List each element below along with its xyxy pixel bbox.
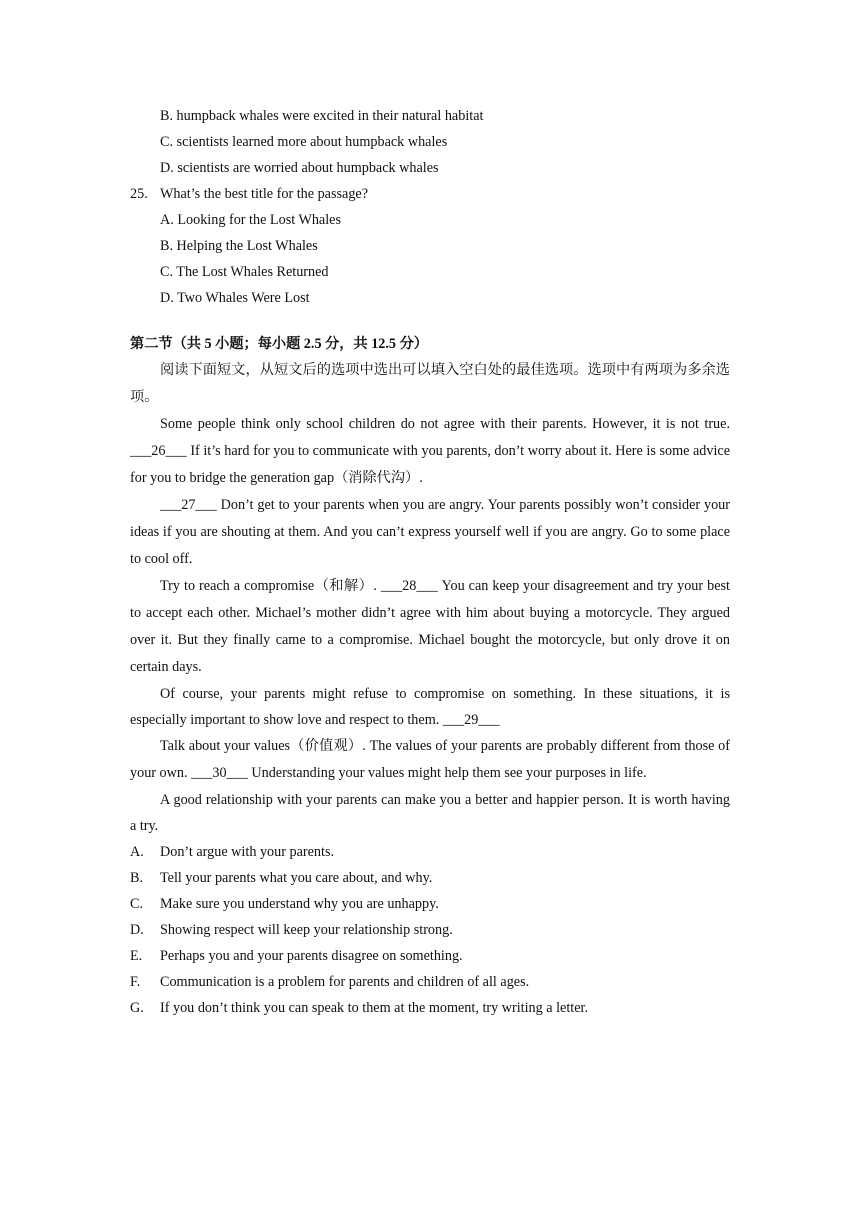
q25-option-b: B. Helping the Lost Whales xyxy=(160,238,318,254)
passage-paragraph-6: A good relationship with your parents can make you a better and happier person. It is worth having a try. xyxy=(130,792,730,834)
question-24-options xyxy=(130,103,730,181)
choice-letter: C. xyxy=(130,896,144,912)
choice-d xyxy=(130,917,730,943)
choice-text: Showing respect will keep your relationship strong. xyxy=(160,922,453,938)
section-instruction: 阅读下面短文，从短文后的选项中选出可以填入空白处的最佳选项。选项中有两项为多余选项。 xyxy=(130,362,730,405)
choice-letter: G. xyxy=(130,1000,144,1016)
choice-a xyxy=(130,839,730,865)
choice-text: Tell your parents what you care about, and why. xyxy=(160,870,433,886)
q24-option-c: C. scientists learned more about humpback whales xyxy=(160,134,448,150)
q24-option-b: B. humpback whales were excited in their natural habitat xyxy=(160,108,484,124)
passage-paragraph-4: Of course, your parents might refuse to compromise on something. In these situations, it is especially important to show love and respect to them. ___29___ xyxy=(130,686,730,728)
choice-text: Communication is a problem for parents and children of all ages. xyxy=(160,974,530,990)
section-heading: 第二节（共 5 小题；每小题 2.5 分，共 12.5 分） xyxy=(130,336,428,352)
choice-b xyxy=(130,865,730,891)
answer-choices xyxy=(130,839,730,1021)
q25-option-a: A. Looking for the Lost Whales xyxy=(160,212,341,228)
choice-letter: D. xyxy=(130,922,144,938)
choice-text: Make sure you understand why you are unhappy. xyxy=(160,896,439,912)
choice-letter: E. xyxy=(130,948,143,964)
q24-option-d: D. scientists are worried about humpback whales xyxy=(160,160,439,176)
choice-text: Perhaps you and your parents disagree on something. xyxy=(160,948,463,964)
question-25 xyxy=(130,181,730,311)
choice-f xyxy=(130,969,730,995)
choice-c xyxy=(130,891,730,917)
passage-paragraph-1: Some people think only school children do not agree with their parents. However, it is not true. ___26___ If it’s hard for you to communicate with you parents, don’t worry about it. Here is some advice for you to bridge the generation gap（消除代沟）. xyxy=(130,416,730,486)
choice-text: Don’t argue with your parents. xyxy=(160,844,335,860)
q25-option-c: C. The Lost Whales Returned xyxy=(160,264,329,280)
choice-g xyxy=(130,995,730,1021)
choice-letter: A. xyxy=(130,844,144,860)
q25-option-d: D. Two Whales Were Lost xyxy=(160,290,310,306)
passage-paragraph-3: Try to reach a compromise（和解）. ___28___ You can keep your disagreement and try your best to accept each other. Michael’s mother didn’t agree with him about buying a motorcycle. They argued over it. But they finally came to a compromise. Michael bought the motorcycle, but only drove it on certain days. xyxy=(130,578,730,675)
question-number: 25. xyxy=(130,186,148,202)
choice-text: If you don’t think you can speak to them at the moment, try writing a letter. xyxy=(160,1000,589,1016)
question-25-stem xyxy=(130,181,730,207)
question-text: What’s the best title for the passage? xyxy=(160,186,369,202)
choice-letter: F. xyxy=(130,974,141,990)
page-content xyxy=(130,103,730,1021)
choice-letter: B. xyxy=(130,870,144,886)
choice-e xyxy=(130,943,730,969)
passage-paragraph-2: ___27___ Don’t get to your parents when you are angry. Your parents possibly won’t consider your ideas if you are shouting at them. And you can’t express yourself well if you are angry. Go to some place to cool off. xyxy=(130,497,730,567)
passage-paragraph-5: Talk about your values（价值观）. The values of your parents are probably different from those of your own. ___30___ Understanding your values might help them see your purposes in life. xyxy=(130,738,730,781)
